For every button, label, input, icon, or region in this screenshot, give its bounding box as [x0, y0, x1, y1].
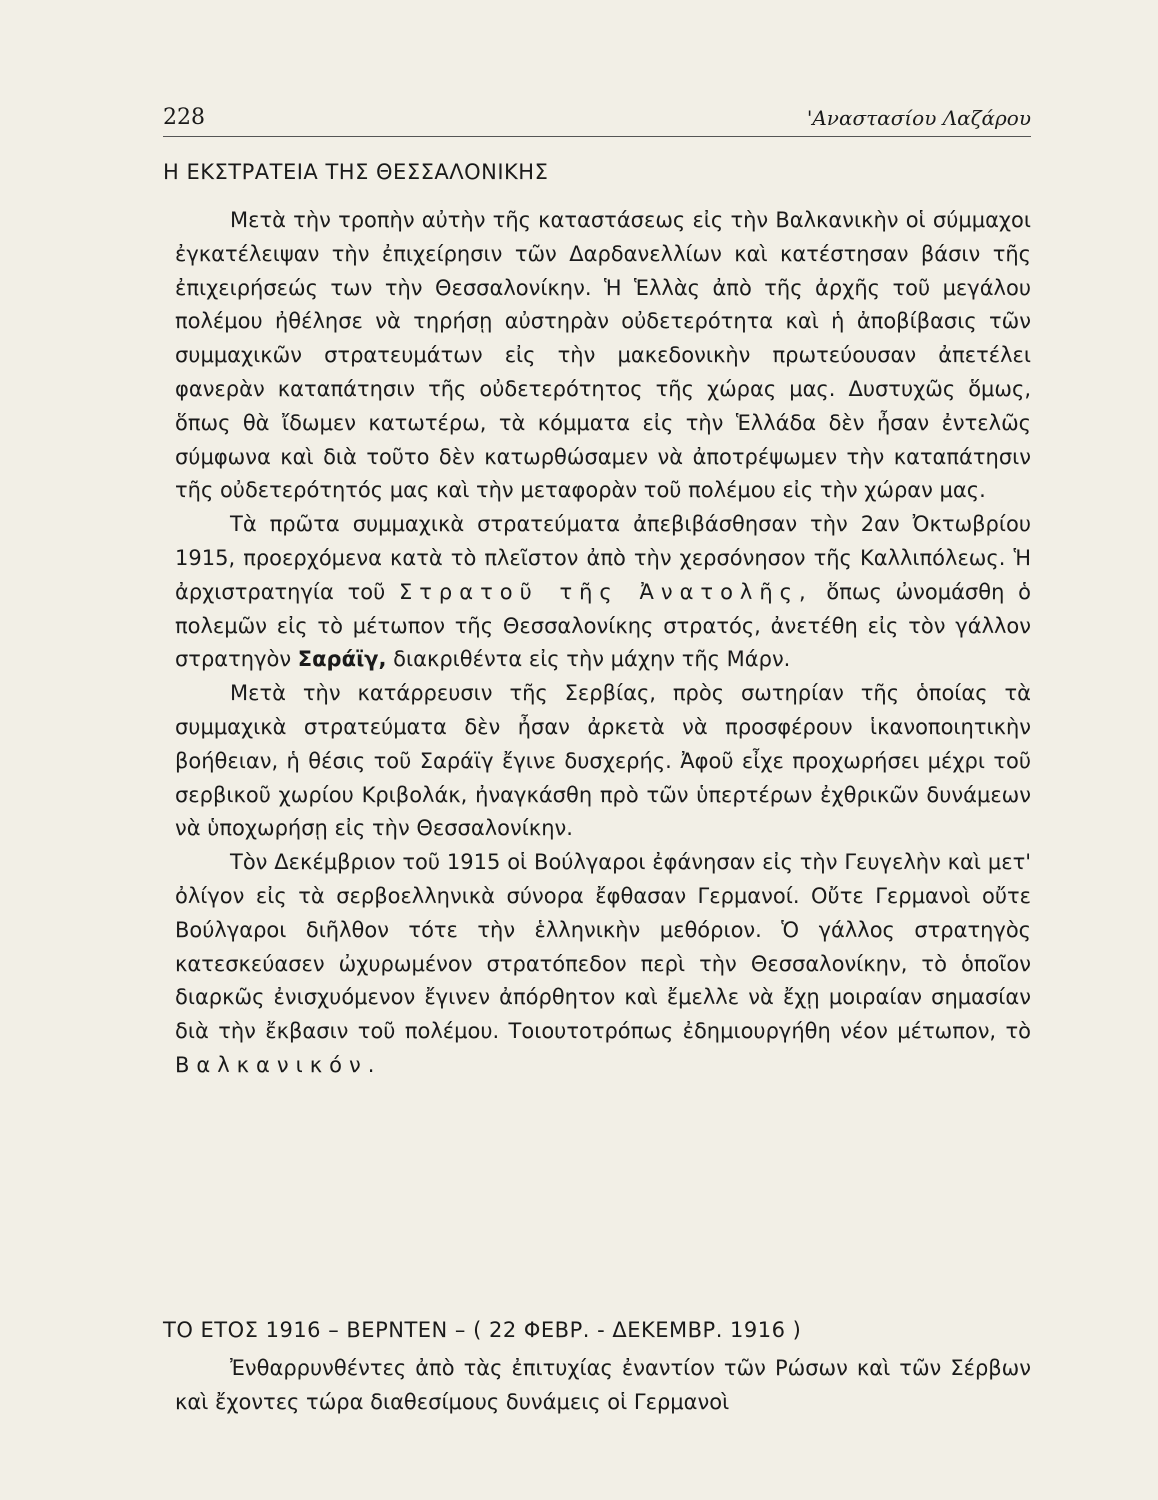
- paragraph-text: διακριθέντα εἰς τὴν μάχην τῆς Μάρν.: [386, 647, 791, 672]
- running-head: 'Αναστασίου Λαζάρου: [806, 106, 1031, 130]
- paragraph: Μετὰ τὴν κατάρρευσιν τῆς Σερβίας, πρὸς σωτηρίαν τῆς ὁποίας τὰ συμμαχικὰ στρατεύματα δὲν ἦσαν ἀρκετὰ νὰ προσφέρουν ἱκανοποιητικὴν βοήθειαν, ἡ θέσις τοῦ Σαράϊγ ἔγινε δυσχερής. Ἀφοῦ εἶχε προχωρήσει μέχρι τοῦ σερβικοῦ χωρίου Κριβολάκ, ἠναγκάσθη πρὸ τῶν ὑπερτέρων ἐχθρικῶν δυνάμεων νὰ ὑποχωρήσῃ εἰς τὴν Θεσσαλονίκην.: [175, 681, 1031, 841]
- paragraph-text: Τὸν Δεκέμβριον τοῦ 1915 οἱ Βούλγαροι ἐφάνησαν εἰς τὴν Γευγελὴν καὶ μετ' ὀλίγον εἰς τὰ σερβοελληνικὰ σύνορα ἔφθασαν Γερμανοί. Οὔτε Γερμανοὶ οὔτε Βούλγαροι διῆλθον τότε τὴν ἑλληνικὴν μεθόριον. Ὁ γάλλος στρατηγὸς κατεσκεύασεν ὠχυρωμένον στρατόπεδον περὶ τὴν Θεσσαλονίκην, τὸ ὁποῖον διαρκῶς ἐνισχυόμενον ἔγινεν ἀπόρθητον καὶ ἔμελλε νὰ ἔχῃ μοιραίαν σημασίαν διὰ τὴν ἔκβασιν τοῦ πολέμου. Τοιουτοτρόπως ἐδημιουργήθη νέον μέτωπον, τὸ: [175, 850, 1031, 1044]
- section-body: [175, 1352, 1031, 1420]
- paragraph: Ἐνθαρρυνθέντες ἀπὸ τὰς ἐπιτυχίας ἐναντίον τῶν Ρώσων καὶ τῶν Σέρβων καὶ ἔχοντες τώρα διαθεσίμους δυνάμεις οἱ Γερμανοὶ: [175, 1356, 1031, 1414]
- section-heading: Η ΕΚΣΤΡΑΤΕΙΑ ΤΗΣ ΘΕΣΣΑΛΟΝΙΚΗΣ: [163, 160, 549, 184]
- paragraph-text: Τὰ πρῶτα συμμαχικὰ στρατεύματα ἀπεβιβάσθησαν τὴν 2αν Ὀκτωβρίου 1915, προερχόμενα κατὰ τὸ πλεῖστον ἀπὸ τὴν χερσόνησον τῆς Καλλιπόλεως. Ἡ ἀρχιστρατηγία τοῦ: [175, 512, 1031, 604]
- page-header: [163, 96, 1031, 137]
- section-body: [175, 204, 1031, 1083]
- bold-name: Σαράϊγ,: [297, 647, 387, 672]
- paragraph-text: ὅπως ὠνομάσθη ὁ πολεμῶν εἰς τὸ μέτωπον τῆς Θεσσαλονίκης στρατός, ἀνετέθη εἰς τὸν γάλλον στρατηγὸν: [175, 579, 1031, 672]
- spaced-term: Στρατοῦ τῆς Ἀνατολῆς,: [399, 579, 813, 604]
- page-number: 228: [163, 105, 205, 130]
- paragraph: Μετὰ τὴν τροπὴν αὐτὴν τῆς καταστάσεως εἰς τὴν Βαλκανικὴν οἱ σύμμαχοι ἐγκατέλειψαν τὴν ἐπιχείρησιν τῶν Δαρδανελλίων καὶ κατέστησαν βάσιν τῆς ἐπιχειρήσεώς των τὴν Θεσσαλονίκην. Ἡ Ἑλλὰς ἀπὸ τῆς ἀρχῆς τοῦ μεγάλου πολέμου ἠθέλησε νὰ τηρήσῃ αὐστηρὰν οὐδετερότητα καὶ ἡ ἀποβίβασις τῶν συμμαχικῶν στρατευμάτων εἰς τὴν μακεδονικὴν πρωτεύουσαν ἀπετέλει φανερὰν καταπάτησιν τῆς οὐδετερότητος τῆς χώρας μας. Δυστυχῶς ὅμως, ὅπως θὰ ἴδωμεν κατωτέρω, τὰ κόμματα εἰς τὴν Ἑλλάδα δὲν ἦσαν ἐντελῶς σύμφωνα καὶ διὰ τοῦτο δὲν κατωρθώσαμεν νὰ ἀποτρέψωμεν τὴν καταπάτησιν τῆς οὐδετερότητός μας καὶ τὴν μεταφορὰν τοῦ πολέμου εἰς τὴν χώραν μας.: [175, 208, 1031, 503]
- section-heading: ΤΟ ΕΤΟΣ 1916 – ΒΕΡΝΤΕΝ – ( 22 ΦΕΒΡ. - ΔΕΚΕΜΒΡ. 1916 ): [163, 1318, 802, 1342]
- paragraph: [175, 846, 1031, 1083]
- spaced-term: Βαλκανικόν.: [175, 1052, 382, 1077]
- paragraph: [175, 508, 1031, 677]
